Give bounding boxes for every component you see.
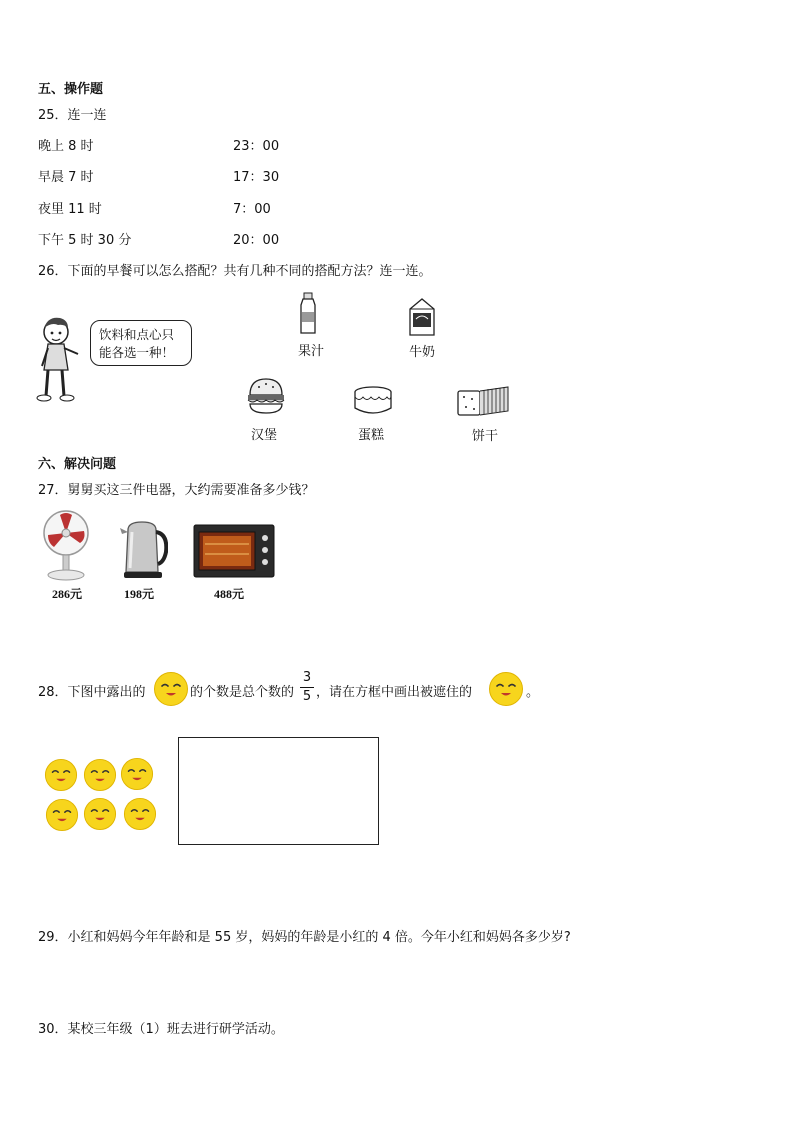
smiley-face-icon <box>123 797 157 831</box>
question-29-title: 29．小红和妈妈今年年龄和是 55 岁，妈妈的年龄是小红的 4 倍。今年小红和妈妈各多少岁? <box>38 930 571 945</box>
question-27-title: 27．舅舅买这三件电器，大约需要准备多少钱？ <box>38 483 315 498</box>
drawing-answer-box[interactable] <box>178 737 379 845</box>
smiley-face-icon <box>120 757 154 791</box>
price-fan: 286元 <box>52 587 83 601</box>
q25-right-4: 20：00 <box>233 233 280 248</box>
question-28-part4: 。 <box>526 685 540 700</box>
question-28-part2: 的个数是总个数的 <box>190 685 295 700</box>
bubble-line-1: 饮料和点心只 <box>99 327 175 342</box>
snack-label-cake: 蛋糕 <box>358 428 385 443</box>
fraction-numerator: 3 <box>302 670 312 685</box>
electric-oven-image <box>193 524 275 580</box>
electric-fan-image <box>40 509 92 581</box>
q25-right-1: 23：00 <box>233 139 280 154</box>
electric-kettle-image <box>118 518 168 580</box>
smiley-face-icon <box>488 671 524 707</box>
drink-label-juice: 果汁 <box>298 344 325 359</box>
q25-right-2: 17：30 <box>233 170 280 185</box>
snack-label-biscuits: 饼干 <box>472 429 499 444</box>
price-oven: 488元 <box>214 587 245 601</box>
smiley-face-icon <box>44 758 78 792</box>
price-kettle: 198元 <box>124 587 155 601</box>
question-28-part1: 28．下图中露出的 <box>38 685 146 700</box>
fraction-denominator: 5 <box>302 689 312 704</box>
smiley-face-icon <box>45 798 79 832</box>
hamburger-icon <box>245 375 287 417</box>
fraction-three-fifths <box>300 670 314 705</box>
question-25-title: 25．连一连 <box>38 108 107 123</box>
drink-label-milk: 牛奶 <box>409 345 436 360</box>
q25-left-3: 夜里 11 时 <box>38 202 102 217</box>
section-title-five: 五、操作题 <box>38 82 104 97</box>
question-28-part3: ，请在方框中画出被遮住的 <box>316 685 473 700</box>
section-title-six: 六、解决问题 <box>38 457 117 472</box>
q25-right-3: 7：00 <box>233 202 271 217</box>
boy-illustration <box>34 316 90 406</box>
biscuits-icon <box>456 385 512 417</box>
smiley-face-icon <box>153 671 189 707</box>
juice-bottle-icon <box>297 292 319 336</box>
smiley-face-icon <box>83 758 117 792</box>
milk-carton-icon <box>406 297 438 337</box>
cake-icon <box>352 385 394 417</box>
snack-label-hamburger: 汉堡 <box>251 428 278 443</box>
q25-left-2: 早晨 7 时 <box>38 170 94 185</box>
speech-bubble <box>90 320 192 366</box>
smiley-face-icon <box>83 797 117 831</box>
question-26-title: 26．下面的早餐可以怎么搭配？共有几种不同的搭配方法？连一连。 <box>38 264 432 279</box>
question-30-title: 30．某校三年级（1）班去进行研学活动。 <box>38 1022 284 1037</box>
q25-left-4: 下午 5 时 30 分 <box>38 233 132 248</box>
q25-left-1: 晚上 8 时 <box>38 139 94 154</box>
bubble-line-2: 能各选一种！ <box>99 345 175 360</box>
